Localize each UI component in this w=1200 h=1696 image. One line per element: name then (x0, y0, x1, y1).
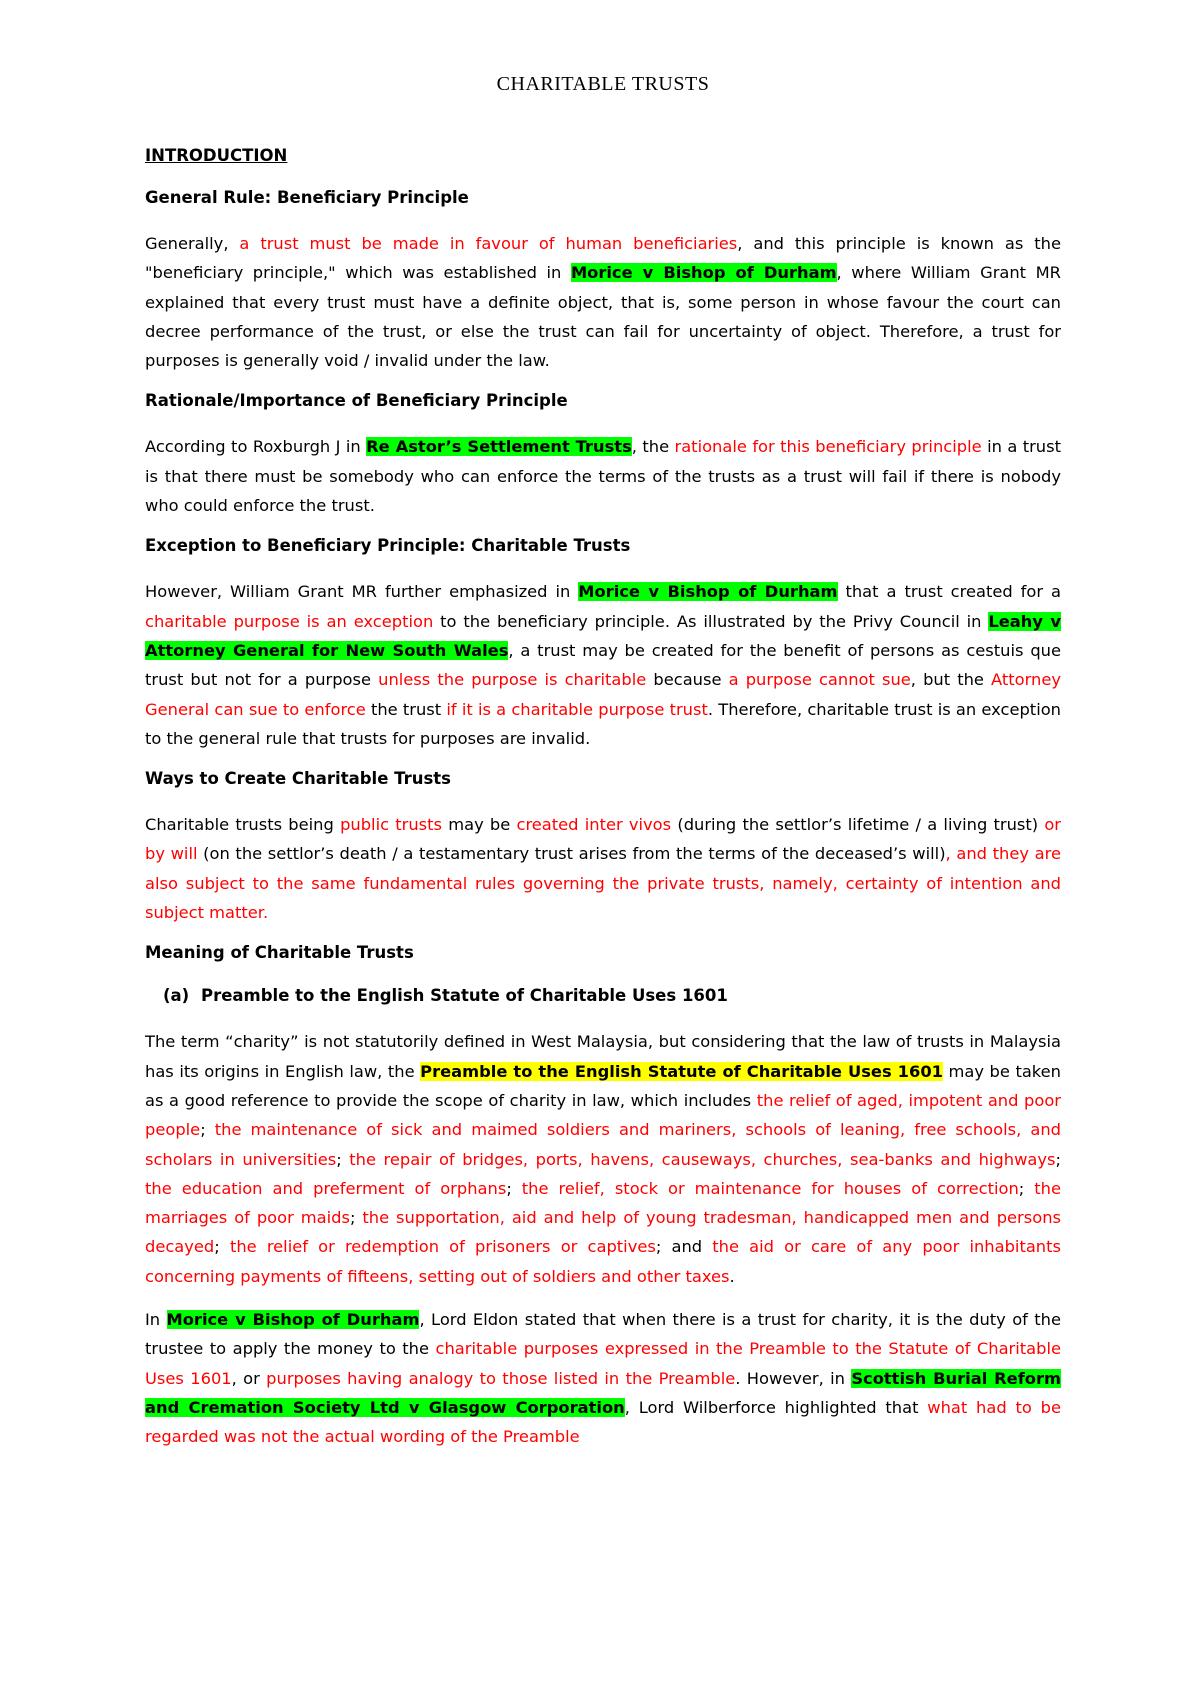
emphasis-text: public trusts (340, 815, 443, 835)
emphasis-text: the repair of bridges, ports, havens, causeways, churches, sea-banks and highways (349, 1149, 1056, 1169)
text-run: because (646, 670, 729, 690)
case-name: Leahy v Attorney General for New South Wales (145, 611, 1061, 660)
text-run: ; (1055, 1149, 1061, 1169)
text-run: . Therefore, charitable trust is an exception to the general rule that trusts for purposes are invalid. (145, 699, 1061, 748)
subheading-preamble (145, 984, 1061, 1008)
subheading-text: Preamble to the English Statute of Charitable Uses 1601 (201, 986, 728, 1006)
text-run: ; (349, 1208, 363, 1228)
emphasis-text: the education and preferment of orphans (145, 1178, 507, 1198)
text-run: ; (214, 1237, 230, 1257)
emphasis-text: the relief or redemption of prisoners or captives (229, 1237, 656, 1257)
text-run: ; (1018, 1178, 1035, 1198)
emphasis-text: or by will (145, 815, 1061, 864)
text-run: The term “charity” is not statutorily defined in West Malaysia, but considering that the law of trusts in Malaysia has its origins in English law, the (145, 1032, 1061, 1081)
case-name: Re Astor’s Settlement Trusts (366, 437, 632, 457)
emphasis-text: Attorney General can sue to enforce (145, 670, 1062, 719)
paragraph-ways-to-create (145, 810, 1061, 927)
emphasis-text: if it is a charitable purpose trust (446, 699, 708, 719)
section-title-introduction: INTRODUCTION (145, 146, 288, 165)
text-run: in a trust is that there must be somebody who can enforce the terms of the trusts as a trust will fail if there is nobody who could enforce the trust. (145, 437, 1061, 516)
heading-exception: Exception to Beneficiary Principle: Charitable Trusts (145, 536, 631, 556)
text-run: (on the settlor’s death / a testamentary trust arises from the terms of the deceased’s will) (197, 844, 946, 864)
subheading-number: (a) (163, 986, 190, 1006)
emphasis-text: the relief of aged, impotent and poor people (145, 1090, 1061, 1140)
text-run: the trust (365, 699, 447, 719)
emphasis-text: the maintenance of sick and maimed soldiers and mariners, schools of leaning, free schools, and scholars in universities (145, 1120, 1061, 1169)
text-run: , but the (910, 670, 992, 690)
emphasis-text: a trust must be made in favour of human beneficiaries (239, 234, 738, 253)
text-run: According to Roxburgh J in (145, 437, 367, 457)
paragraph-rationale (145, 432, 1061, 520)
text-run: . However, in (735, 1368, 852, 1388)
text-run: , Lord Wilberforce highlighted that (624, 1397, 928, 1417)
emphasis-text: unless the purpose is charitable (378, 670, 647, 690)
text-run: , a trust may be created for the benefit of persons as cestuis que trust but not for a purpose (145, 640, 1061, 690)
text-run: ; and (655, 1237, 713, 1257)
text-run: , the (631, 437, 675, 457)
text-run: may be (442, 815, 517, 835)
emphasis-text: the relief, stock or maintenance for houses of correction (521, 1178, 1019, 1198)
case-name: Morice v Bishop of Durham (166, 1310, 420, 1330)
emphasis-text: , and they are also (145, 844, 1061, 893)
text-run: may be taken as a good reference to provide the scope of charity in law, which includes (145, 1061, 1061, 1110)
emphasis-text: the marriages of poor maids (145, 1178, 1061, 1228)
text-run: (during the settlor’s lifetime / a living trust) (671, 815, 1045, 835)
statute-name: Preamble to the English Statute of Charitable Uses 1601 (420, 1061, 943, 1081)
heading-ways-to-create: Ways to Create Charitable Trusts (145, 769, 451, 789)
heading-general-rule: General Rule: Beneficiary Principle (145, 188, 469, 207)
paragraph-preamble (145, 1027, 1061, 1291)
emphasis-text: created inter vivos (516, 815, 672, 835)
text-run: . (729, 1266, 735, 1286)
emphasis-text: charitable purpose is an exception (145, 611, 434, 631)
emphasis-text: purposes having analogy to those listed in the Preamble (266, 1368, 736, 1388)
emphasis-text: the supportation, aid and help of young tradesman, handicapped men and persons decayed (145, 1208, 1061, 1257)
emphasis-text: a purpose cannot sue (728, 670, 911, 690)
emphasis-text: charitable purposes expressed in the Preamble to the Statute of Charitable Uses 1601 (145, 1339, 1062, 1388)
text-run: Generally, (145, 234, 240, 253)
emphasis-text: rationale for this beneficiary principle (674, 437, 982, 457)
paragraph-morice-eldon (145, 1305, 1061, 1451)
text-run: , where William Grant MR explained that every trust must have a definite object, that is, some person in whose favour the court can decree performance of the trust, or else the trust can fail for uncertainty of object. Therefore, a trust for purposes is generally void / invalid under the law. (145, 263, 1061, 371)
emphasis-text: the aid or care of any poor inhabitants concerning payments of fifteens, setting out of soldiers and other taxes (145, 1237, 1061, 1286)
case-name: Morice v Bishop of Durham (578, 582, 838, 602)
text-run: , and this principle is known as the "beneficiary principle," which was established in (145, 234, 1061, 283)
text-run: ; (506, 1178, 522, 1198)
text-run: In (145, 1310, 167, 1330)
paragraph-general-rule (145, 229, 1061, 375)
case-name: Scottish Burial Reform and Cremation Society Ltd v Glasgow Corporation (145, 1368, 1061, 1417)
text-run: ; (200, 1120, 215, 1140)
text-run: ; (336, 1149, 350, 1169)
text-run: that a trust created for a (837, 582, 1061, 602)
text-run: to the beneficiary principle. As illustrated by the Privy Council in (433, 611, 989, 631)
text-run: , or (231, 1368, 267, 1388)
text-run: Charitable trusts being (145, 815, 341, 835)
text-run: , Lord Eldon stated that when there is a trust for charity, it is the duty of the trustee to apply the money to the (145, 1310, 1062, 1359)
paragraph-exception (145, 577, 1061, 753)
document-title: CHARITABLE TRUSTS (496, 73, 710, 95)
emphasis-text: what had to be regarded was not the actual wording of the Preamble (145, 1397, 1061, 1447)
emphasis-text: subject to the same fundamental rules governing the private trusts, namely, certainty of intention and subject matter. (145, 873, 1061, 923)
heading-meaning: Meaning of Charitable Trusts (145, 943, 414, 963)
heading-rationale: Rationale/Importance of Beneficiary Principle (145, 391, 568, 411)
case-name: Morice v Bishop of Durham (570, 263, 837, 283)
text-run: However, William Grant MR further emphasized in (145, 582, 579, 602)
